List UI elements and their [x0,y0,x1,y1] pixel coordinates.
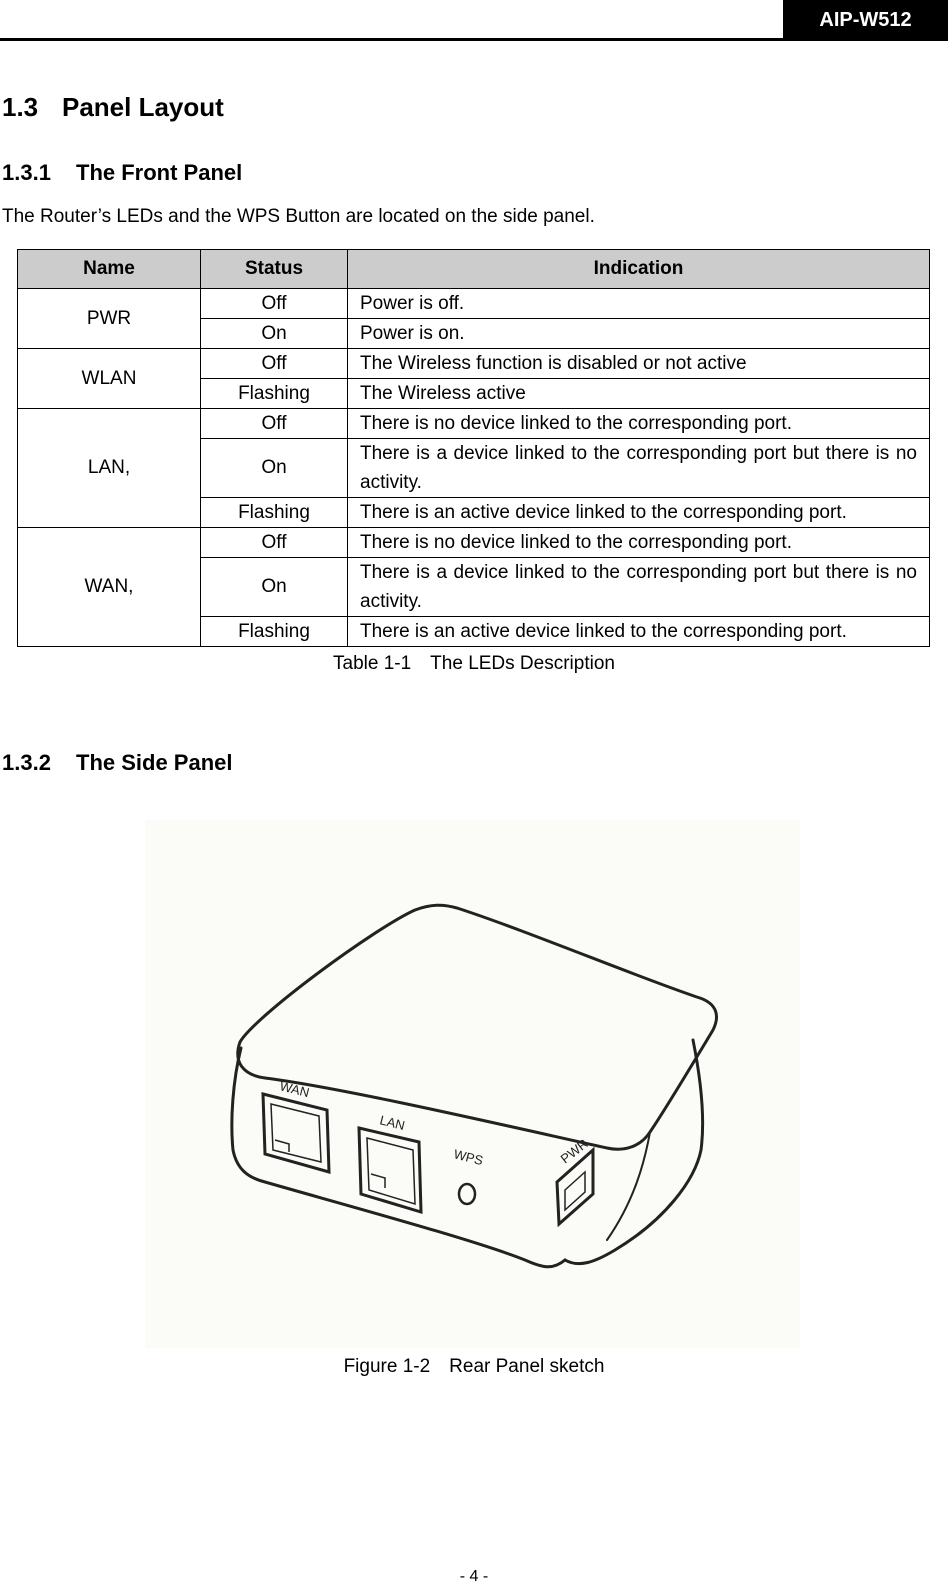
indication-cell: There is a device linked to the corresponding port but there is no activity. [348,439,930,498]
side-panel-title: The Side Panel [76,750,233,775]
table-header-row [18,250,930,289]
lan-port-label: LAN [378,1112,407,1134]
front-panel-title: The Front Panel [76,160,243,185]
indication-cell: There is no device linked to the corresponding port. [348,409,930,439]
figure-caption: Figure 1-2 Rear Panel sketch [343,1356,605,1377]
led-name-pwr: PWR [18,289,201,349]
section-heading [2,92,224,123]
led-table [17,249,930,647]
status-cell: Off [201,349,348,379]
indication-cell: There is an active device linked to the corresponding port. [348,617,930,647]
side-panel-number: 1.3.2 [2,750,51,775]
wan-port-icon [263,1094,329,1172]
router-top-outline [238,905,717,1149]
indication-cell: There is an active device linked to the corresponding port. [348,498,930,528]
status-cell: Off [201,409,348,439]
indication-cell: There is no device linked to the corresponding port. [348,528,930,558]
led-name-wan: WAN, [18,528,201,647]
lan-port-icon [359,1128,421,1212]
router-sketch [145,820,800,1348]
header-status: Status [201,250,348,289]
table-row [18,409,930,439]
led-name-wlan: WLAN [18,349,201,409]
wps-label: WPS [452,1146,485,1169]
led-name-lan: LAN, [18,409,201,528]
wps-button-icon [459,1184,475,1204]
page-number: - 4 - [459,1568,489,1585]
front-panel-heading [2,160,242,186]
status-cell: Flashing [201,379,348,409]
side-panel-heading [2,750,233,776]
wan-port-label: WAN [278,1078,311,1101]
table-row [18,289,930,319]
status-cell: On [201,319,348,349]
status-cell: On [201,439,348,498]
table-row [18,349,930,379]
intro-paragraph: The Router’s LEDs and the WPS Button are located on the side panel. [2,206,595,227]
indication-cell: The Wireless function is disabled or not active [348,349,930,379]
section-number: 1.3 [2,92,39,122]
front-panel-number: 1.3.1 [2,160,51,185]
section-title: Panel Layout [62,92,224,122]
pwr-label: PWR [557,1135,591,1167]
header-indication: Indication [348,250,930,289]
status-cell: On [201,558,348,617]
status-cell: Off [201,289,348,319]
status-cell: Flashing [201,498,348,528]
indication-cell: There is a device linked to the corresponding port but there is no activity. [348,558,930,617]
model-label: AIP-W512 [783,0,948,40]
status-cell: Off [201,528,348,558]
router-figure [145,820,800,1348]
indication-cell: Power is off. [348,289,930,319]
router-right-outline [565,1040,703,1264]
indication-cell: The Wireless active [348,379,930,409]
indication-cell: Power is on. [348,319,930,349]
header-name: Name [18,250,201,289]
table-caption: Table 1-1 The LEDs Description [333,653,615,674]
table-row [18,528,930,558]
status-cell: Flashing [201,617,348,647]
